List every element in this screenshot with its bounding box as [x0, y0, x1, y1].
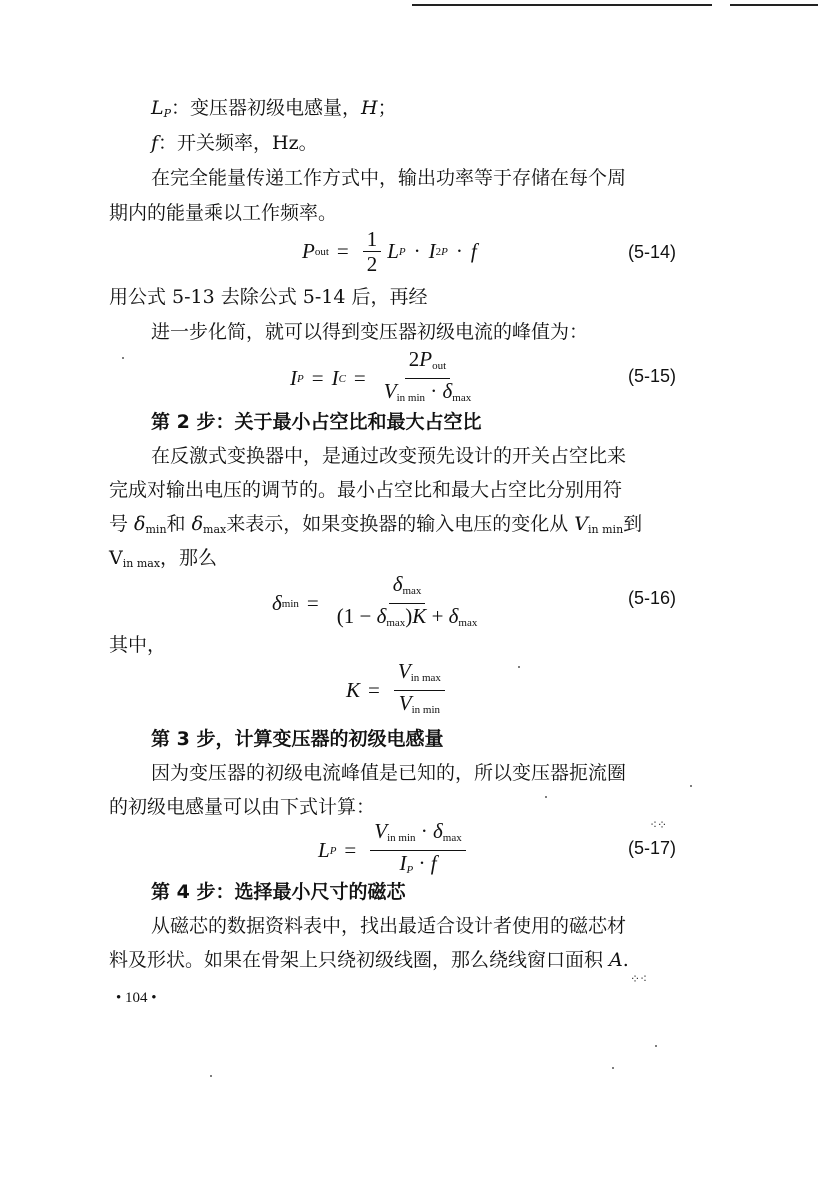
qizhong-text: 其中，	[109, 634, 167, 656]
paragraph-5-line-2: 料及形状。如果在骨架上只绕初级线圈，那么绕线窗口面积 A.	[109, 949, 629, 971]
equation-5-16-number: (5-16)	[628, 588, 677, 608]
scan-speck	[545, 796, 547, 798]
paragraph-1-line-1: 在完全能量传递工作方式中，输出功率等于存储在每个周	[151, 167, 627, 189]
paragraph-5-line-1: 从磁芯的数据资料表中，找出最适合设计者使用的磁芯材	[151, 915, 627, 937]
scan-smudge: ⁖⁘	[650, 818, 668, 832]
paragraph-4-line-2: 的初级电感量可以由下式计算：	[109, 796, 376, 818]
scan-smudge: ⁘⁖	[630, 972, 648, 986]
equation-5-17: L P = $\frac{V_{in min} \cdot \delta_{max}}{I_P \cdot f}$	[318, 820, 472, 881]
scan-speck	[122, 357, 124, 359]
equation-5-15: I P = I C = $\frac{2P_{out}}{V_{in min} \cdot \delta_{max}}$	[290, 347, 472, 404]
paragraph-3-line-2: 完成对输出电压的调节的。最小占空比和最大占空比分别用符	[109, 479, 623, 501]
f-definition: f：开关频率，Hz。	[151, 132, 318, 154]
paragraph-1-line-2: 期内的能量乘以工作频率。	[109, 202, 338, 224]
paragraph-3-line-1: 在反激式变换器中，是通过改变预先设计的开关占空比来	[151, 445, 627, 467]
equation-5-14-number: (5-14)	[628, 242, 677, 262]
page-number: • 104 •	[116, 990, 157, 1006]
equation-5-15-number: (5-15)	[628, 366, 677, 386]
lp-definition: $L_P$：变压器初级电感量，H；	[151, 97, 397, 120]
step-3-heading: 第 3 步，计算变压器的初级电感量	[151, 728, 444, 750]
paragraph-2-line-1: 用公式 5-13 去除公式 5-14 后，再经	[109, 286, 428, 308]
equation-k: K = $\frac{V_{in max}}{V_{in min}}$	[346, 660, 451, 721]
step-2-heading: 第 2 步：关于最小占空比和最大占空比	[151, 411, 482, 433]
paragraph-2-line-2: 进一步化简，就可以得到变压器初级电流的峰值为：	[151, 321, 589, 343]
scan-speck	[612, 1067, 614, 1069]
equation-5-16: δ min = $\frac{\delta_{max}}{(1 - \delta_{max})K + \delta_{max}}$	[272, 572, 478, 629]
paragraph-4-line-1: 因为变压器的初级电流峰值是已知的，所以变压器扼流圈	[151, 762, 627, 784]
paragraph-3-line-4: $V_{in max}$，那么	[109, 547, 218, 570]
scan-speck	[655, 1045, 657, 1047]
scan-speck	[518, 666, 520, 668]
scan-speck	[690, 785, 692, 787]
step-4-heading: 第 4 步：选择最小尺寸的磁芯	[151, 881, 406, 903]
equation-5-17-number: (5-17)	[628, 838, 677, 858]
paragraph-3-line-3: 号 $\delta_{min}$和 $\delta_{max}$来表示，如果变换器的输入电压的变化从 $V_{in min}$到	[109, 513, 643, 536]
top-rule-left	[412, 4, 712, 6]
top-rule-right	[730, 4, 818, 6]
scan-speck	[210, 1075, 212, 1077]
equation-5-14: P out = $\frac{1}{2}$ L P · I 2 P · f	[302, 227, 477, 276]
